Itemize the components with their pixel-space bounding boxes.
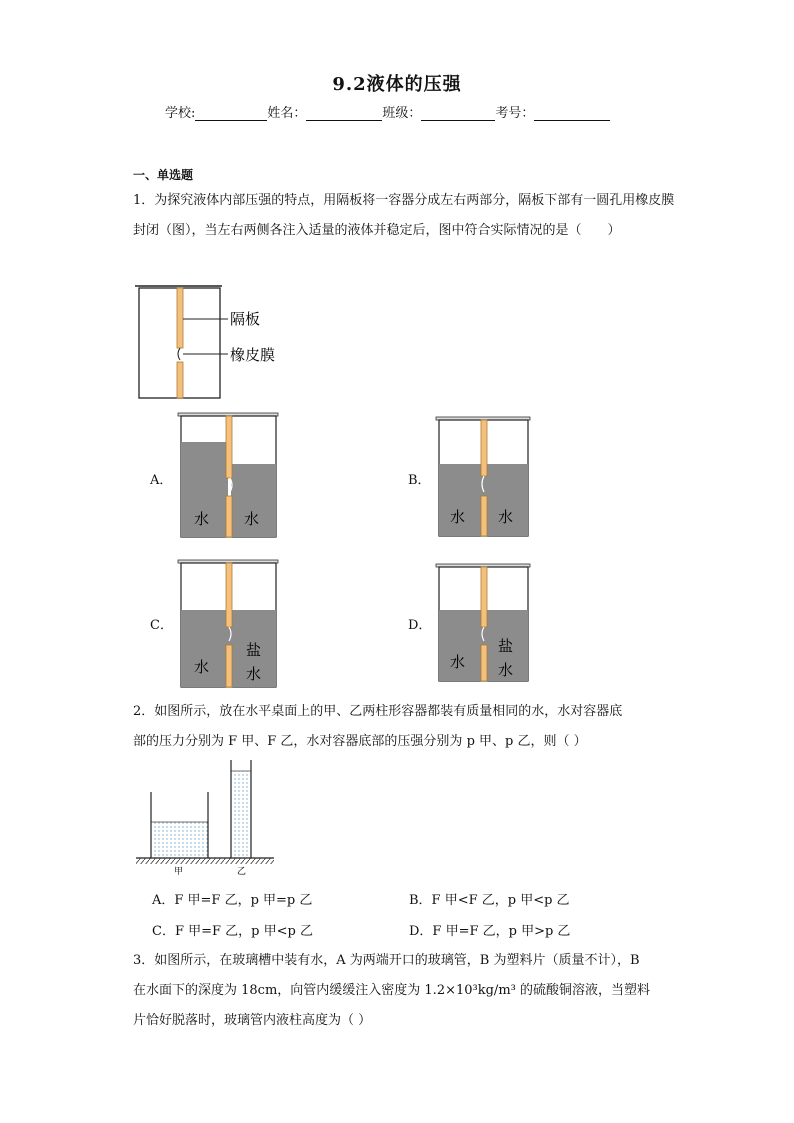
- a-left-liquid: 水: [194, 510, 210, 528]
- student-info-row: [165, 102, 610, 121]
- name-blank: [306, 106, 382, 121]
- c-left-liquid: 水: [194, 658, 210, 676]
- q2-option-b[interactable]: B．F 甲<F 乙，p 甲<p 乙: [409, 893, 570, 908]
- number-blank: [534, 106, 610, 121]
- q1-option-a-figure[interactable]: [176, 410, 282, 540]
- q3-text-line2: 在水面下的深度为 18cm，向管内缓缓注入密度为 1.2×10³kg/m³ 的硫酸铜溶液，当塑料: [133, 983, 650, 998]
- q1-option-c-label[interactable]: C．: [150, 618, 173, 633]
- q1-option-d-figure[interactable]: [434, 561, 534, 687]
- section-title: 一、单选题: [133, 168, 194, 182]
- page-title: 9.2液体的压强: [332, 74, 462, 95]
- number-label: 考号：: [495, 106, 535, 121]
- d-right-liquid-1: 盐: [498, 637, 514, 655]
- q3-text-line3: 片恰好脱落时，玻璃管内液柱高度为（ ）: [133, 1013, 372, 1028]
- c-right-liquid-1: 盐: [246, 641, 262, 659]
- q1-option-d-label[interactable]: D．: [408, 618, 432, 633]
- school-label: 学校:: [165, 106, 196, 121]
- q2-option-d[interactable]: D．F 甲=F 乙，p 甲>p 乙: [409, 924, 571, 939]
- name-label: 姓名：: [267, 106, 307, 121]
- q2-text-line1: 2．如图所示，放在水平桌面上的甲、乙两柱形容器都装有质量相同的水，水对容器底: [133, 704, 623, 719]
- q1-text: 1．为探究液体内部压强的特点，用隔板将一容器分成左右两部分，隔板下部有一圆孔用橡皮膜封闭（图），当左右两侧各注入适量的液体并稳定后，图中符合实际情况的是（ ）: [133, 193, 675, 238]
- q1-reference-figure: [130, 282, 300, 402]
- q2-text-line2: 部的压力分别为 F 甲、F 乙，水对容器底部的压强分别为 p 甲、p 乙，则（ ）: [133, 734, 587, 749]
- q2-option-a[interactable]: A．F 甲=F 乙，p 甲=p 乙: [152, 893, 313, 908]
- q1-option-c-figure[interactable]: [176, 557, 282, 691]
- membrane-label: 橡皮膜: [230, 346, 276, 364]
- class-label: 班级：: [382, 106, 422, 121]
- d-right-liquid-2: 水: [498, 661, 514, 679]
- b-right-liquid: 水: [498, 508, 514, 526]
- q2-figure: [134, 758, 279, 876]
- a-right-liquid: 水: [244, 510, 260, 528]
- q1-option-b-figure[interactable]: [434, 414, 534, 540]
- q1-option-a-label[interactable]: A．: [150, 473, 173, 488]
- q1-option-b-label[interactable]: B．: [408, 473, 431, 488]
- q2-option-c[interactable]: C．F 甲=F 乙，p 甲<p 乙: [152, 924, 313, 939]
- d-left-liquid: 水: [450, 653, 466, 671]
- c-right-liquid-2: 水: [246, 665, 262, 683]
- container-yi-label: 乙: [237, 867, 247, 876]
- q3-text-line1: 3．如图所示，在玻璃槽中装有水，A 为两端开口的玻璃管，B 为塑料片（质量不计），B: [133, 953, 640, 968]
- class-blank: [421, 106, 495, 121]
- partition-label: 隔板: [230, 310, 261, 328]
- b-left-liquid: 水: [450, 508, 466, 526]
- school-blank: [195, 106, 267, 121]
- container-jia-label: 甲: [174, 867, 184, 876]
